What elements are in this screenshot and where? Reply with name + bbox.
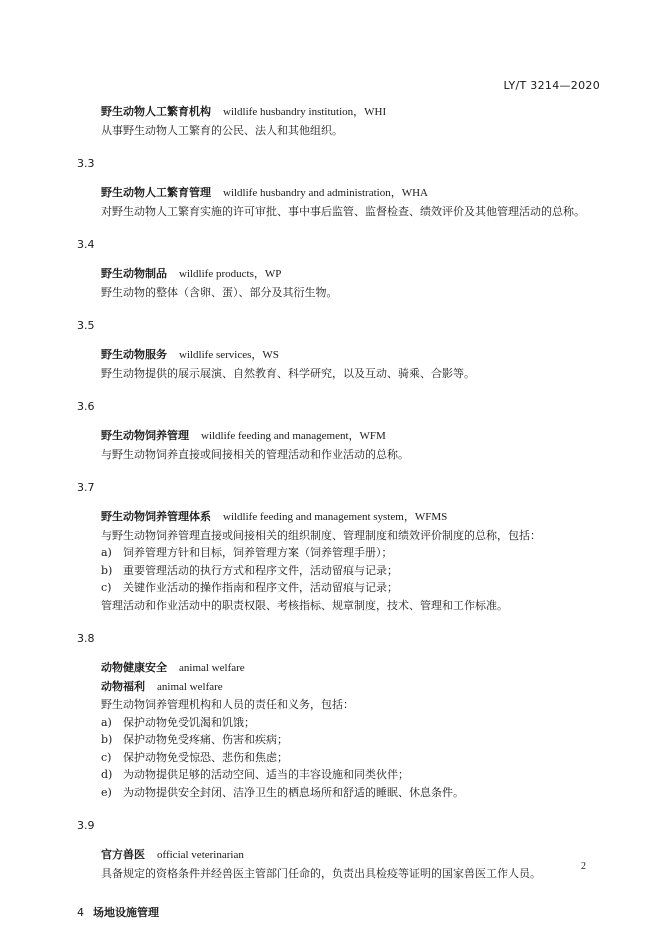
term-entry [101,103,611,122]
term-definition: 野生动物的整体（含卵、蛋）、部分及其衍生物。 [101,285,338,299]
term-chinese: 野生动物饲养管理体系 [101,510,211,523]
term-entry [101,346,611,365]
document-code-header: LY/T 3214—2020 [503,79,600,92]
list-item-text: 饲养管理方针和目标，饲养管理方案（饲养管理手册）； [123,546,393,559]
term-entry [101,265,611,284]
list-item [101,714,611,732]
term-chinese: 动物健康安全 [101,661,167,674]
term-entry [101,184,611,203]
term-english: wildlife products，WP [179,268,282,280]
list-item-label: b) [101,733,113,746]
term-chinese: 野生动物饲养管理 [101,429,189,442]
term-entry [101,846,611,865]
term-chinese: 动物福利 [101,679,145,693]
list-item-label: a) [101,546,112,559]
list-item-text: 关键作业活动的操作指南和程序文件，活动留痕与记录； [123,581,398,594]
list-item-label: c) [101,581,112,594]
term-english: wildlife feeding and management，WFM [201,430,386,442]
term-english: animal welfare [157,680,223,693]
list-item-label: c) [101,750,112,764]
list-item [101,562,611,580]
clause-heading [77,904,611,920]
term-english: wildlife services，WS [179,349,279,361]
list-item [101,784,611,802]
term-english: official veterinarian [157,849,244,861]
term-chinese: 野生动物人工繁育管理 [101,186,211,199]
section-number: 3.3 [77,157,95,170]
section-number: 3.8 [77,632,95,645]
list-item [101,766,611,784]
list-item-text: 保护动物免受疼痛、伤害和疾病； [123,733,288,746]
list-item-text: 为动物提供安全封闭、洁净卫生的栖息场所和舒适的睡眠、休息条件。 [123,785,464,799]
term-chinese: 野生动物制品 [101,267,167,280]
term-english: wildlife husbandry and administration，WHA [223,187,428,199]
term-definition: 对野生动物人工繁育实施的许可审批、事中事后监管、监督检查、绩效评价及其他管理活动的总称。 [101,204,585,218]
clause-number: 4 [77,906,84,919]
document-body [77,103,611,920]
clause-title: 场地设施管理 [93,906,159,919]
list-item-label: d) [101,768,113,781]
term-definition: 与野生动物饲养直接或间接相关的管理活动和作业活动的总称。 [101,447,409,461]
section-number: 3.4 [77,238,95,251]
term-entry [101,427,611,446]
list-item [101,544,611,562]
term-definition: 从事野生动物人工繁育的公民、法人和其他组织。 [101,123,343,137]
list-item-text: 保护动物免受惊恐、悲伤和焦虑； [123,750,288,764]
term-english: wildlife husbandry institution，WHI [223,106,387,118]
list-item-text: 为动物提供足够的活动空间、适当的丰容设施和同类伙伴； [123,768,409,781]
term-english: wildlife feeding and management system，WFMS [223,511,448,523]
section-number: 3.6 [77,400,95,413]
list-item-label: e) [101,785,112,799]
term-definition-tail: 管理活动和作业活动中的职责权限、考核指标、规章制度，技术、管理和工作标准。 [101,598,508,612]
list-item [101,579,611,597]
page-number: 2 [581,861,586,872]
term-chinese: 野生动物服务 [101,348,167,361]
term-entry [101,659,611,678]
list-item-label: b) [101,563,113,577]
list-item [101,731,611,749]
list-item-text: 重要管理活动的执行方式和程序文件，活动留痕与记录； [123,563,398,577]
term-definition: 具备规定的资格条件并经兽医主管部门任命的，负责出具检疫等证明的国家兽医工作人员。 [101,866,541,880]
term-chinese: 野生动物人工繁育机构 [101,105,211,118]
section-number: 3.5 [77,319,95,332]
list-item [101,749,611,767]
term-chinese: 官方兽医 [101,848,145,861]
term-definition: 野生动物饲养管理机构和人员的责任和义务，包括： [101,698,354,711]
list-item-text: 保护动物免受饥渴和饥饿； [123,715,255,729]
list-item-label: a) [101,715,112,729]
term-entry-alt [101,678,611,697]
section-number: 3.9 [77,819,95,832]
term-entry [101,508,611,527]
term-definition: 野生动物提供的展示展演、自然教育、科学研究，以及互动、骑乘、合影等。 [101,366,475,380]
section-number: 3.7 [77,481,95,494]
term-english: animal welfare [179,662,245,674]
term-definition: 与野生动物饲养管理直接或间接相关的组织制度、管理制度和绩效评价制度的总称，包括： [101,528,541,542]
